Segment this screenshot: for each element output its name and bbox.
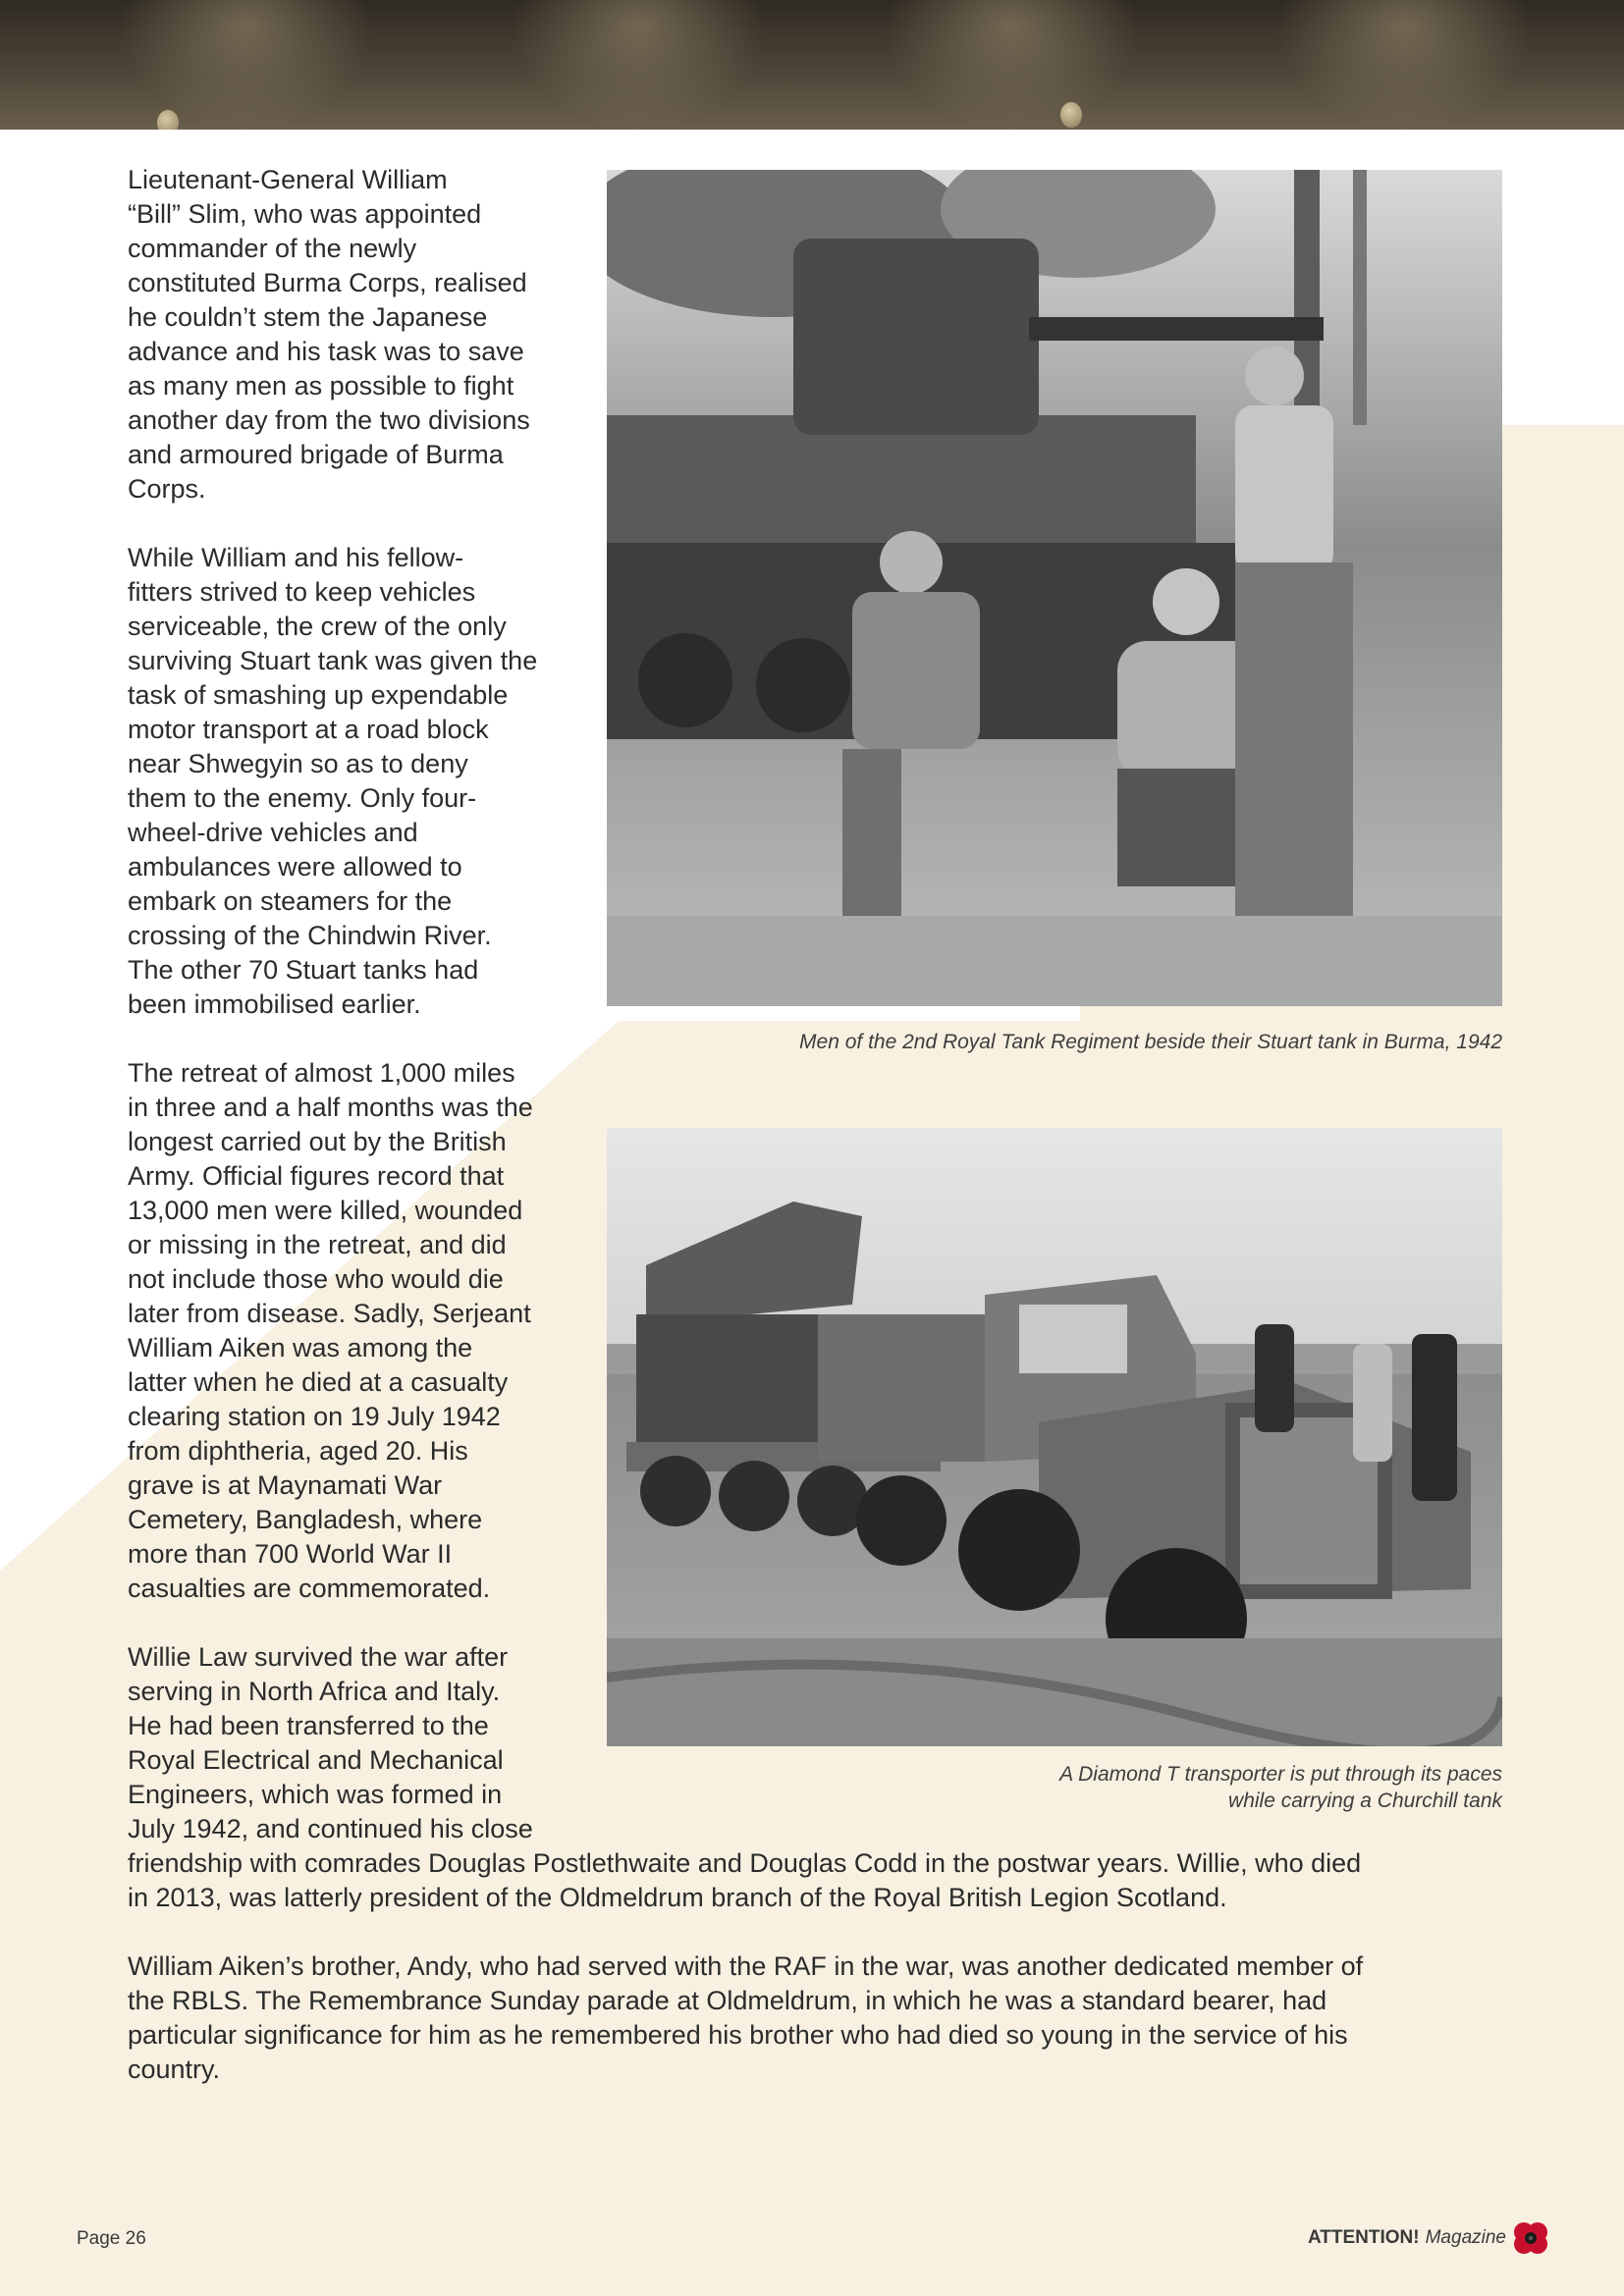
- uniform-button: [1060, 102, 1082, 128]
- diamond-t-transporter-photo: [607, 1128, 1502, 1746]
- magazine-brand: ATTENTION!: [1307, 2227, 1420, 2248]
- paragraph-andy-aiken: William Aiken’s brother, Andy, who had served with the RAF in the war, was another dedicated member of the RBLS. The Remembrance Sunday parade at Oldmeldrum, in which he was a standard bearer, had particular significance for him as he remembered his brother who had died so young in the service of his country.: [128, 1951, 1364, 2084]
- transporter-photo-caption: A Diamond T transporter is put through its paces while carrying a Churchill tank: [1059, 1763, 1502, 1812]
- page-number: Page 26: [77, 2228, 146, 2249]
- magazine-label: Magazine: [1425, 2227, 1506, 2248]
- header-photo-strip: [0, 0, 1624, 130]
- stuart-tank-photo: [607, 170, 1502, 1006]
- paragraph-retreat: The retreat of almost 1,000 miles in three and a half months was the longest carried out by the British Army. Official figures record that 13,000 men were killed, wounded or missing in the retreat, and did not include those who would die later from disease. Sadly, Serjeant William Aiken was among the latter when he died at a casualty clearing station on 19 July 1942 from diphtheria, aged 20. His grave is at Maynamati War Cemetery, Bangladesh, where more than 700 World War II casualties are commemorated.: [128, 1058, 533, 1603]
- magazine-footer: [1308, 2220, 1549, 2256]
- paragraph-willie-law: Willie Law survived the war after serving in North Africa and Italy. He had been transferred to the Royal Electrical and Mechanical Engineers, which was formed in July 1942, and continued his close friendship with comrades Douglas Postlethwaite and Douglas Codd in the postwar years. Willie, who died in 2013, was latterly president of the Oldmeldrum branch of the Royal British Legion Scotland.: [128, 1642, 1362, 1912]
- tank-photo-caption: Men of the 2nd Royal Tank Regiment beside their Stuart tank in Burma, 1942: [799, 1031, 1502, 1053]
- uniform-button: [157, 110, 179, 130]
- paragraph-slim: Lieutenant-General William “Bill” Slim, who was appointed commander of the newly constituted Burma Corps, realised he couldn’t stem the Japanese advance and his task was to save as many men as possible to fight another day from the two divisions and armoured brigade of Burma Corps.: [128, 165, 530, 504]
- poppy-icon: [1512, 2220, 1549, 2256]
- paragraph-stuart-tank: While William and his fellow- fitters strived to keep vehicles serviceable, the crew of the only surviving Stuart tank was given the task of smashing up expendable motor transport at a road block near Shwegyin so as to deny them to the enemy. Only four- wheel-drive vehicles and ambulances were allowed to embark on steamers for the crossing of the Chindwin River. The other 70 Stuart tanks had been immobilised earlier.: [128, 543, 538, 1019]
